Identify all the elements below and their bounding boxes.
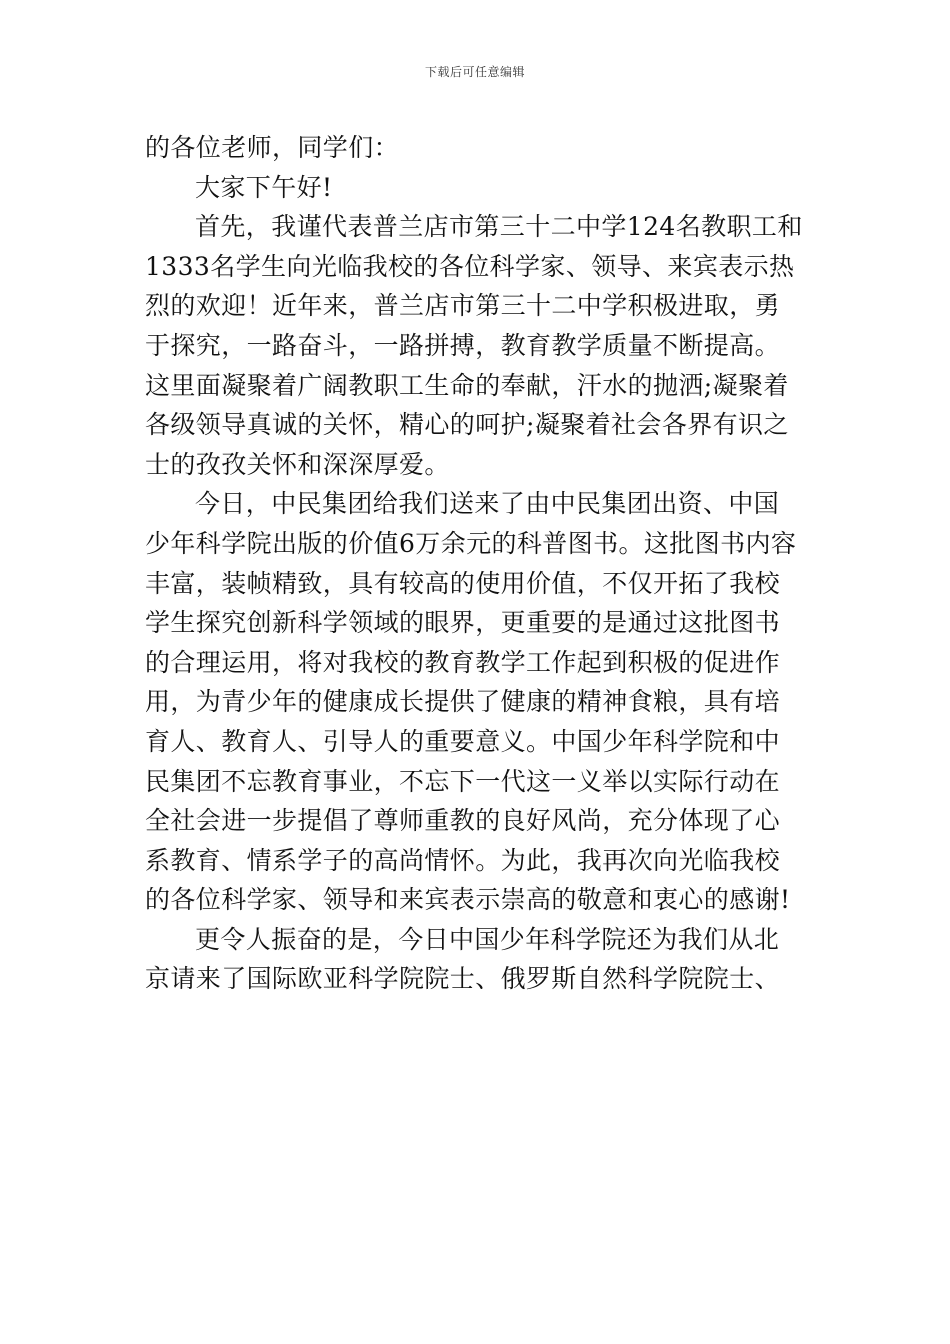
text-line: 的各位老师，同学们： <box>145 133 400 162</box>
text-line: 丰富，装帧精致，具有较高的使用价值，不仅开拓了我校 <box>145 568 781 598</box>
text-line: 更令人振奋的是，今日中国少年科学院还为我们从北 <box>195 924 780 954</box>
page-header-note: 下载后可任意编辑 <box>424 65 525 79</box>
text-line: 民集团不忘教育事业，不忘下一代这一义举以实际行动在 <box>145 766 781 796</box>
text-line: 烈的欢迎！近年来，普兰店市第三十二中学积极进取，勇 <box>145 291 781 321</box>
text-line: 全社会进一步提倡了尊师重教的良好风尚，充分体现了心 <box>145 806 781 836</box>
text-line: 用，为青少年的健康成长提供了健康的精神食粮，具有培 <box>145 687 781 717</box>
text-line: 士的孜孜关怀和深深厚爱。 <box>145 449 450 479</box>
text-line: 这里面凝聚着广阔教职工生命的奉献，汗水的抛洒;凝聚着 <box>145 370 789 400</box>
text-line: 于探究，一路奋斗，一路拼搏，教育教学质量不断提高。 <box>145 330 781 360</box>
text-line: 的合理运用，将对我校的教育教学工作起到积极的促进作 <box>145 647 781 677</box>
text-line: 少年科学院出版的价值6万余元的科普图书。这批图书内容 <box>145 528 797 558</box>
text-line: 京请来了国际欧亚科学院院士、俄罗斯自然科学院院士、 <box>145 964 781 994</box>
text-line: 今日，中民集团给我们送来了由中民集团出资、中国 <box>195 489 780 519</box>
text-line: 育人、教育人、引导人的重要意义。中国少年科学院和中 <box>145 726 781 756</box>
text-line: 的各位科学家、领导和来宾表示崇高的敬意和衷心的感谢! <box>145 885 791 915</box>
text-line: 首先，我谨代表普兰店市第三十二中学124名教职工和 <box>195 212 803 242</box>
text-line: 各级领导真诚的关怀，精心的呵护;凝聚着社会各界有识之 <box>145 410 789 440</box>
document-body <box>145 128 810 999</box>
text-line: 1333名学生向光临我校的各位科学家、领导、来宾表示热 <box>145 251 795 281</box>
text-line: 系教育、情系学子的高尚情怀。为此，我再次向光临我校 <box>145 845 781 875</box>
text-line: 大家下午好! <box>195 172 333 202</box>
text-line: 学生探究创新科学领域的眼界，更重要的是通过这批图书 <box>145 608 781 638</box>
